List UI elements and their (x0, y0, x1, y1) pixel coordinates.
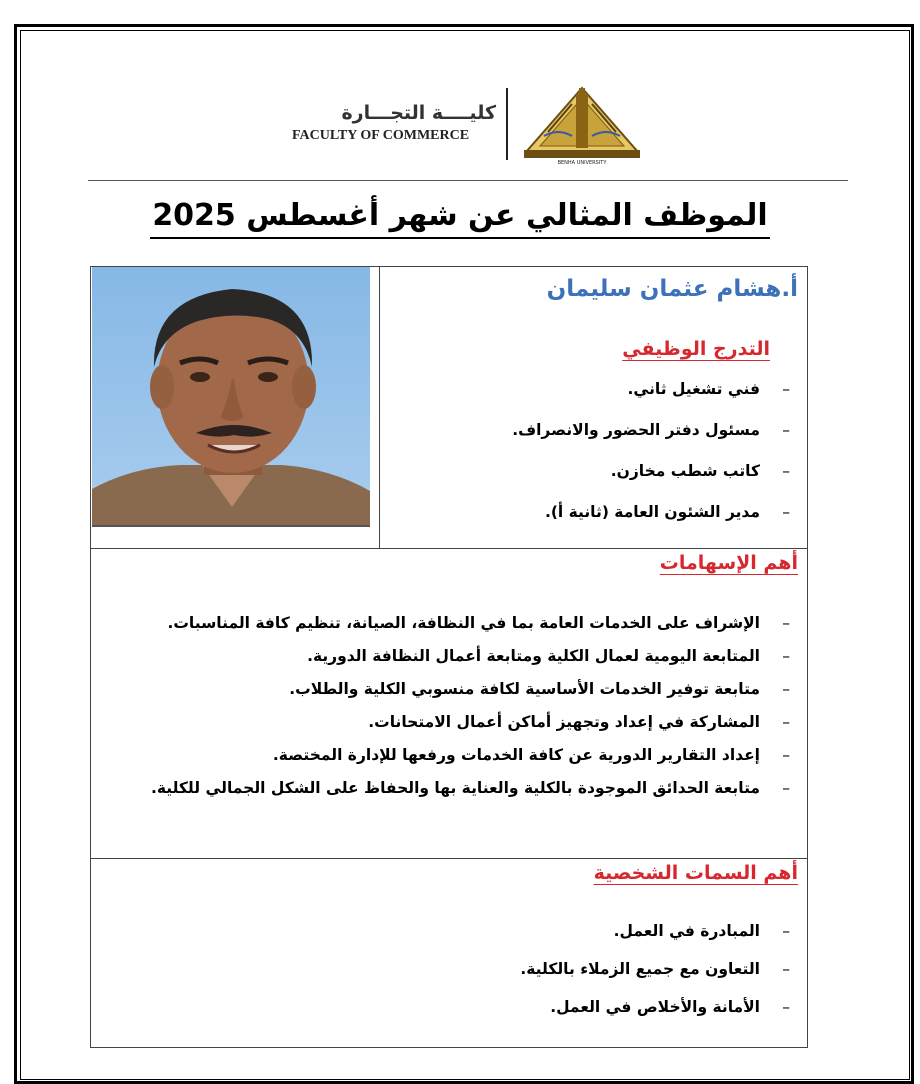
career-item: – فني تشغيل ثاني. (512, 380, 790, 421)
faculty-logo-text (292, 100, 496, 146)
faculty-name-english: FACULTY OF COMMERCE (292, 128, 470, 143)
employee-portrait-image (92, 267, 370, 525)
page-title-text: الموظف المثالي عن شهر أغسطس 2025 (150, 196, 769, 239)
faculty-name-arabic: كليــــة التجـــارة (341, 102, 496, 124)
employee-photo (92, 267, 370, 527)
page-title (0, 196, 920, 239)
career-list (512, 380, 790, 544)
traits-heading: أهم السمات الشخصية (593, 862, 798, 884)
contribution-item: – المتابعة اليومية لعمال الكلية ومتابعة أعمال النظافة الدورية. (151, 647, 790, 680)
contribution-item: – إعداد التقارير الدورية عن كافة الخدمات ورفعها للإدارة المختصة. (151, 746, 790, 779)
section-divider-1 (90, 548, 808, 549)
emblem-caption: BENHA UNIVERSITY (557, 160, 607, 166)
university-emblem-icon (518, 84, 646, 166)
logo-divider (506, 88, 508, 160)
career-item: – مسئول دفتر الحضور والانصراف. (512, 421, 790, 462)
section-divider-2 (90, 858, 808, 859)
contribution-item: – الإشراف على الخدمات العامة بما في النظافة، الصيانة، تنظيم كافة المناسبات. (151, 614, 790, 647)
contributions-heading: أهم الإسهامات (659, 552, 798, 574)
photo-column-divider (379, 266, 380, 548)
contribution-item: – متابعة الحدائق الموجودة بالكلية والعناية بها والحفاظ على الشكل الجمالي للكلية. (151, 779, 790, 812)
trait-item: – المبادرة في العمل. (520, 922, 790, 960)
contribution-item: – المشاركة في إعداد وتجهيز أماكن أعمال الامتحانات. (151, 713, 790, 746)
traits-list (520, 922, 790, 1036)
trait-item: – الأمانة والأخلاص في العمل. (520, 998, 790, 1036)
contribution-item: – متابعة توفير الخدمات الأساسية لكافة منسوبي الكلية والطلاب. (151, 680, 790, 713)
employee-name: أ.هشام عثمان سليمان (546, 276, 798, 302)
career-item: – مدير الشئون العامة (ثانية أ). (512, 503, 790, 544)
trait-item: – التعاون مع جميع الزملاء بالكلية. (520, 960, 790, 998)
contributions-list (151, 614, 790, 812)
career-heading: التدرج الوظيفي (622, 338, 770, 360)
header-rule (88, 180, 848, 181)
career-item: – كاتب شطب مخازن. (512, 462, 790, 503)
